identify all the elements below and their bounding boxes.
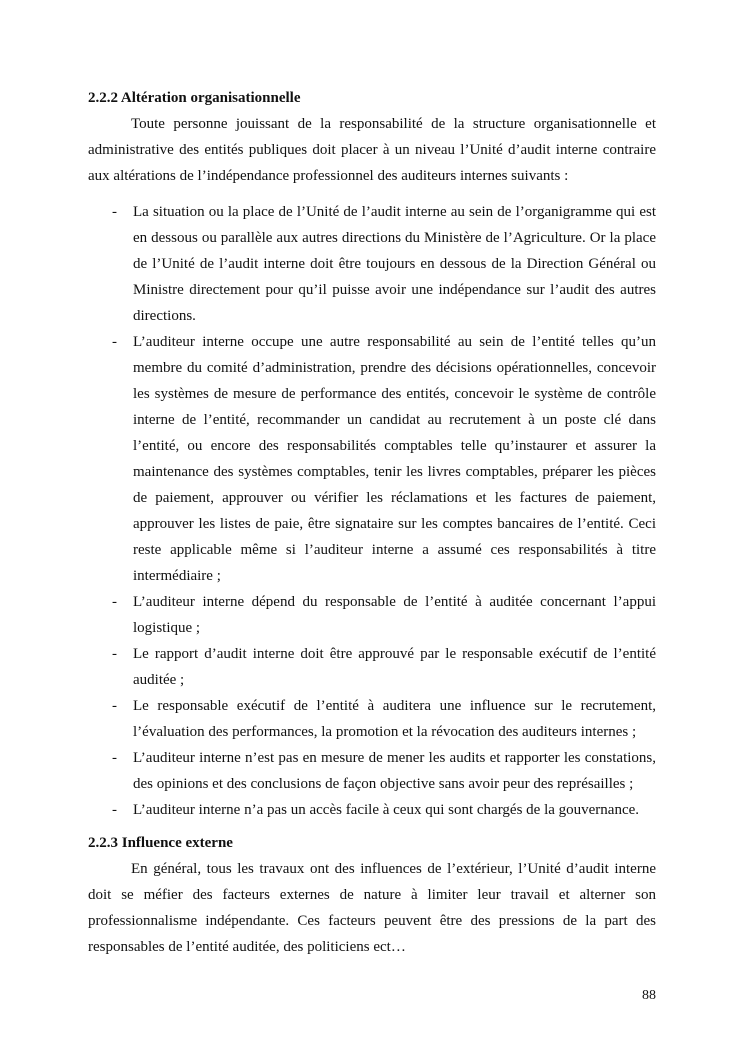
influence-paragraph: En général, tous les travaux ont des influences de l’extérieur, l’Unité d’audit interne doit se méfier des facteurs externes de nature à limiter leur travail et alterner son professionnalisme indépendante. Ces facteurs peuvent être des pressions de la part des responsables de l’entité auditée, des politiciens ect…: [88, 861, 656, 955]
bullet-dash: -: [112, 646, 117, 662]
bullet-dash: -: [112, 698, 117, 714]
list-item-text: La situation ou la place de l’Unité de l’audit interne au sein de l’organigramme qui est en dessous ou parallèle aux autres directions du Ministère de l’Agriculture. Or la place de l’Unité de l’audit interne doit être toujours en dessous de la Direction Général ou Ministre directement pour qu’il puisse avoir une indépendance sur l’audit des autres directions.: [133, 204, 656, 324]
list-item: [88, 693, 656, 745]
list-item: [88, 329, 656, 589]
bullet-dash: -: [112, 204, 117, 220]
list-item-text: Le rapport d’audit interne doit être approuvé par le responsable exécutif de l’entité auditée ;: [133, 646, 656, 688]
list-item-text: L’auditeur interne n’a pas un accès facile à ceux qui sont chargés de la gouvernance.: [133, 802, 640, 818]
intro-paragraph: Toute personne jouissant de la responsabilité de la structure organisationnelle et administrative des entités publiques doit placer à un niveau l’Unité d’audit interne contraire aux altérations de l’indépendance professionnel des auditeurs internes suivants :: [88, 116, 656, 184]
list-item-text: Le responsable exécutif de l’entité à auditera une influence sur le recrutement, l’évaluation des performances, la promotion et la révocation des auditeurs internes ;: [133, 698, 656, 740]
list-item: [88, 199, 656, 329]
list-item: [88, 589, 656, 641]
document-page: [88, 85, 656, 960]
list-item: [88, 797, 656, 823]
list-item: [88, 745, 656, 797]
page-number: 88: [642, 988, 656, 1003]
alteration-list: [88, 199, 656, 823]
bullet-dash: -: [112, 334, 117, 350]
section-heading-alteration: 2.2.2 Altération organisationnelle: [88, 90, 301, 106]
bullet-dash: -: [112, 750, 117, 766]
bullet-dash: -: [112, 594, 117, 610]
list-item: [88, 641, 656, 693]
list-item-text: L’auditeur interne occupe une autre responsabilité au sein de l’entité telles qu’un membre du comité d’administration, prendre des décisions opérationnelles, concevoir les systèmes de mesure de performance des entités, concevoir le système de contrôle interne de l’entité, recommander un candidat au recrutement à un poste clé dans l’entité, ou encore des responsabilités comptables telle qu’instaurer et assurer la maintenance des systèmes comptables, tenir les livres comptables, préparer les pièces de paiement, approuver ou vérifier les réclamations et les factures de paiement, approuver les listes de paie, être signataire sur les comptes bancaires de l’entité. Ceci reste applicable même si l’auditeur interne a assumé ces responsabilités à titre intermédiaire ;: [133, 334, 656, 584]
list-item-text: L’auditeur interne n’est pas en mesure de mener les audits et rapporter les constations, des opinions et des conclusions de façon objective sans avoir peur des représailles ;: [133, 750, 656, 792]
list-item-text: L’auditeur interne dépend du responsable de l’entité à auditée concernant l’appui logistique ;: [133, 594, 656, 636]
bullet-dash: -: [112, 802, 117, 818]
section-heading-influence: 2.2.3 Influence externe: [88, 835, 233, 851]
